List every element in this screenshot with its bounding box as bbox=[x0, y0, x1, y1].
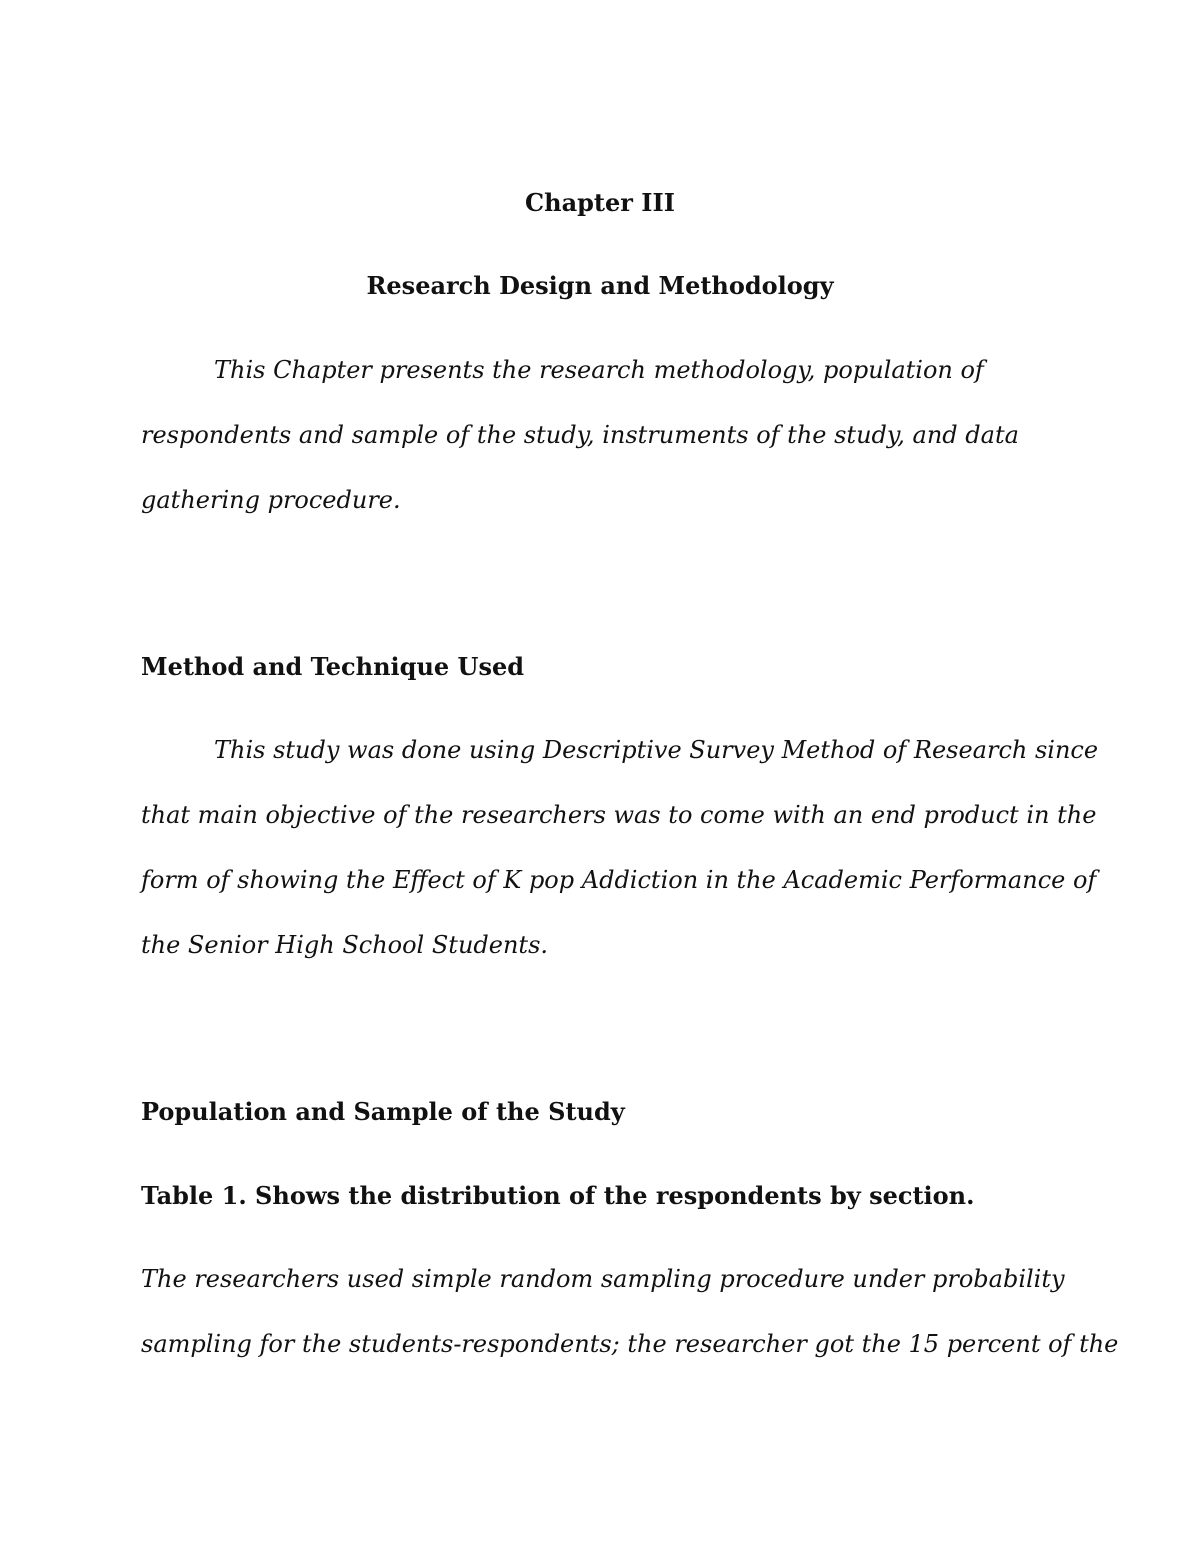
population-paragraph-line: sampling for the students-respondents; the researcher got the 15 percent of the bbox=[141, 1330, 1119, 1358]
method-paragraph-line: the Senior High School Students. bbox=[141, 931, 549, 959]
intro-line: gathering procedure. bbox=[141, 486, 401, 514]
intro-line: This Chapter presents the research methodology, population of bbox=[214, 356, 984, 384]
method-paragraph-line: that main objective of the researchers was to come with an end product in the bbox=[141, 801, 1097, 829]
intro-line: respondents and sample of the study, instruments of the study, and data bbox=[141, 421, 1019, 449]
population-paragraph-line: The researchers used simple random sampling procedure under probability bbox=[141, 1265, 1065, 1293]
chapter-title: Chapter III bbox=[525, 188, 675, 217]
table-caption: Table 1. Shows the distribution of the respondents by section. bbox=[141, 1181, 975, 1210]
section-heading-method: Method and Technique Used bbox=[141, 652, 525, 681]
section-heading-population: Population and Sample of the Study bbox=[141, 1097, 625, 1126]
method-paragraph-line: This study was done using Descriptive Survey Method of Research since bbox=[214, 736, 1099, 764]
method-paragraph-line: form of showing the Effect of K pop Addiction in the Academic Performance of bbox=[141, 866, 1097, 894]
chapter-subtitle: Research Design and Methodology bbox=[366, 271, 834, 300]
